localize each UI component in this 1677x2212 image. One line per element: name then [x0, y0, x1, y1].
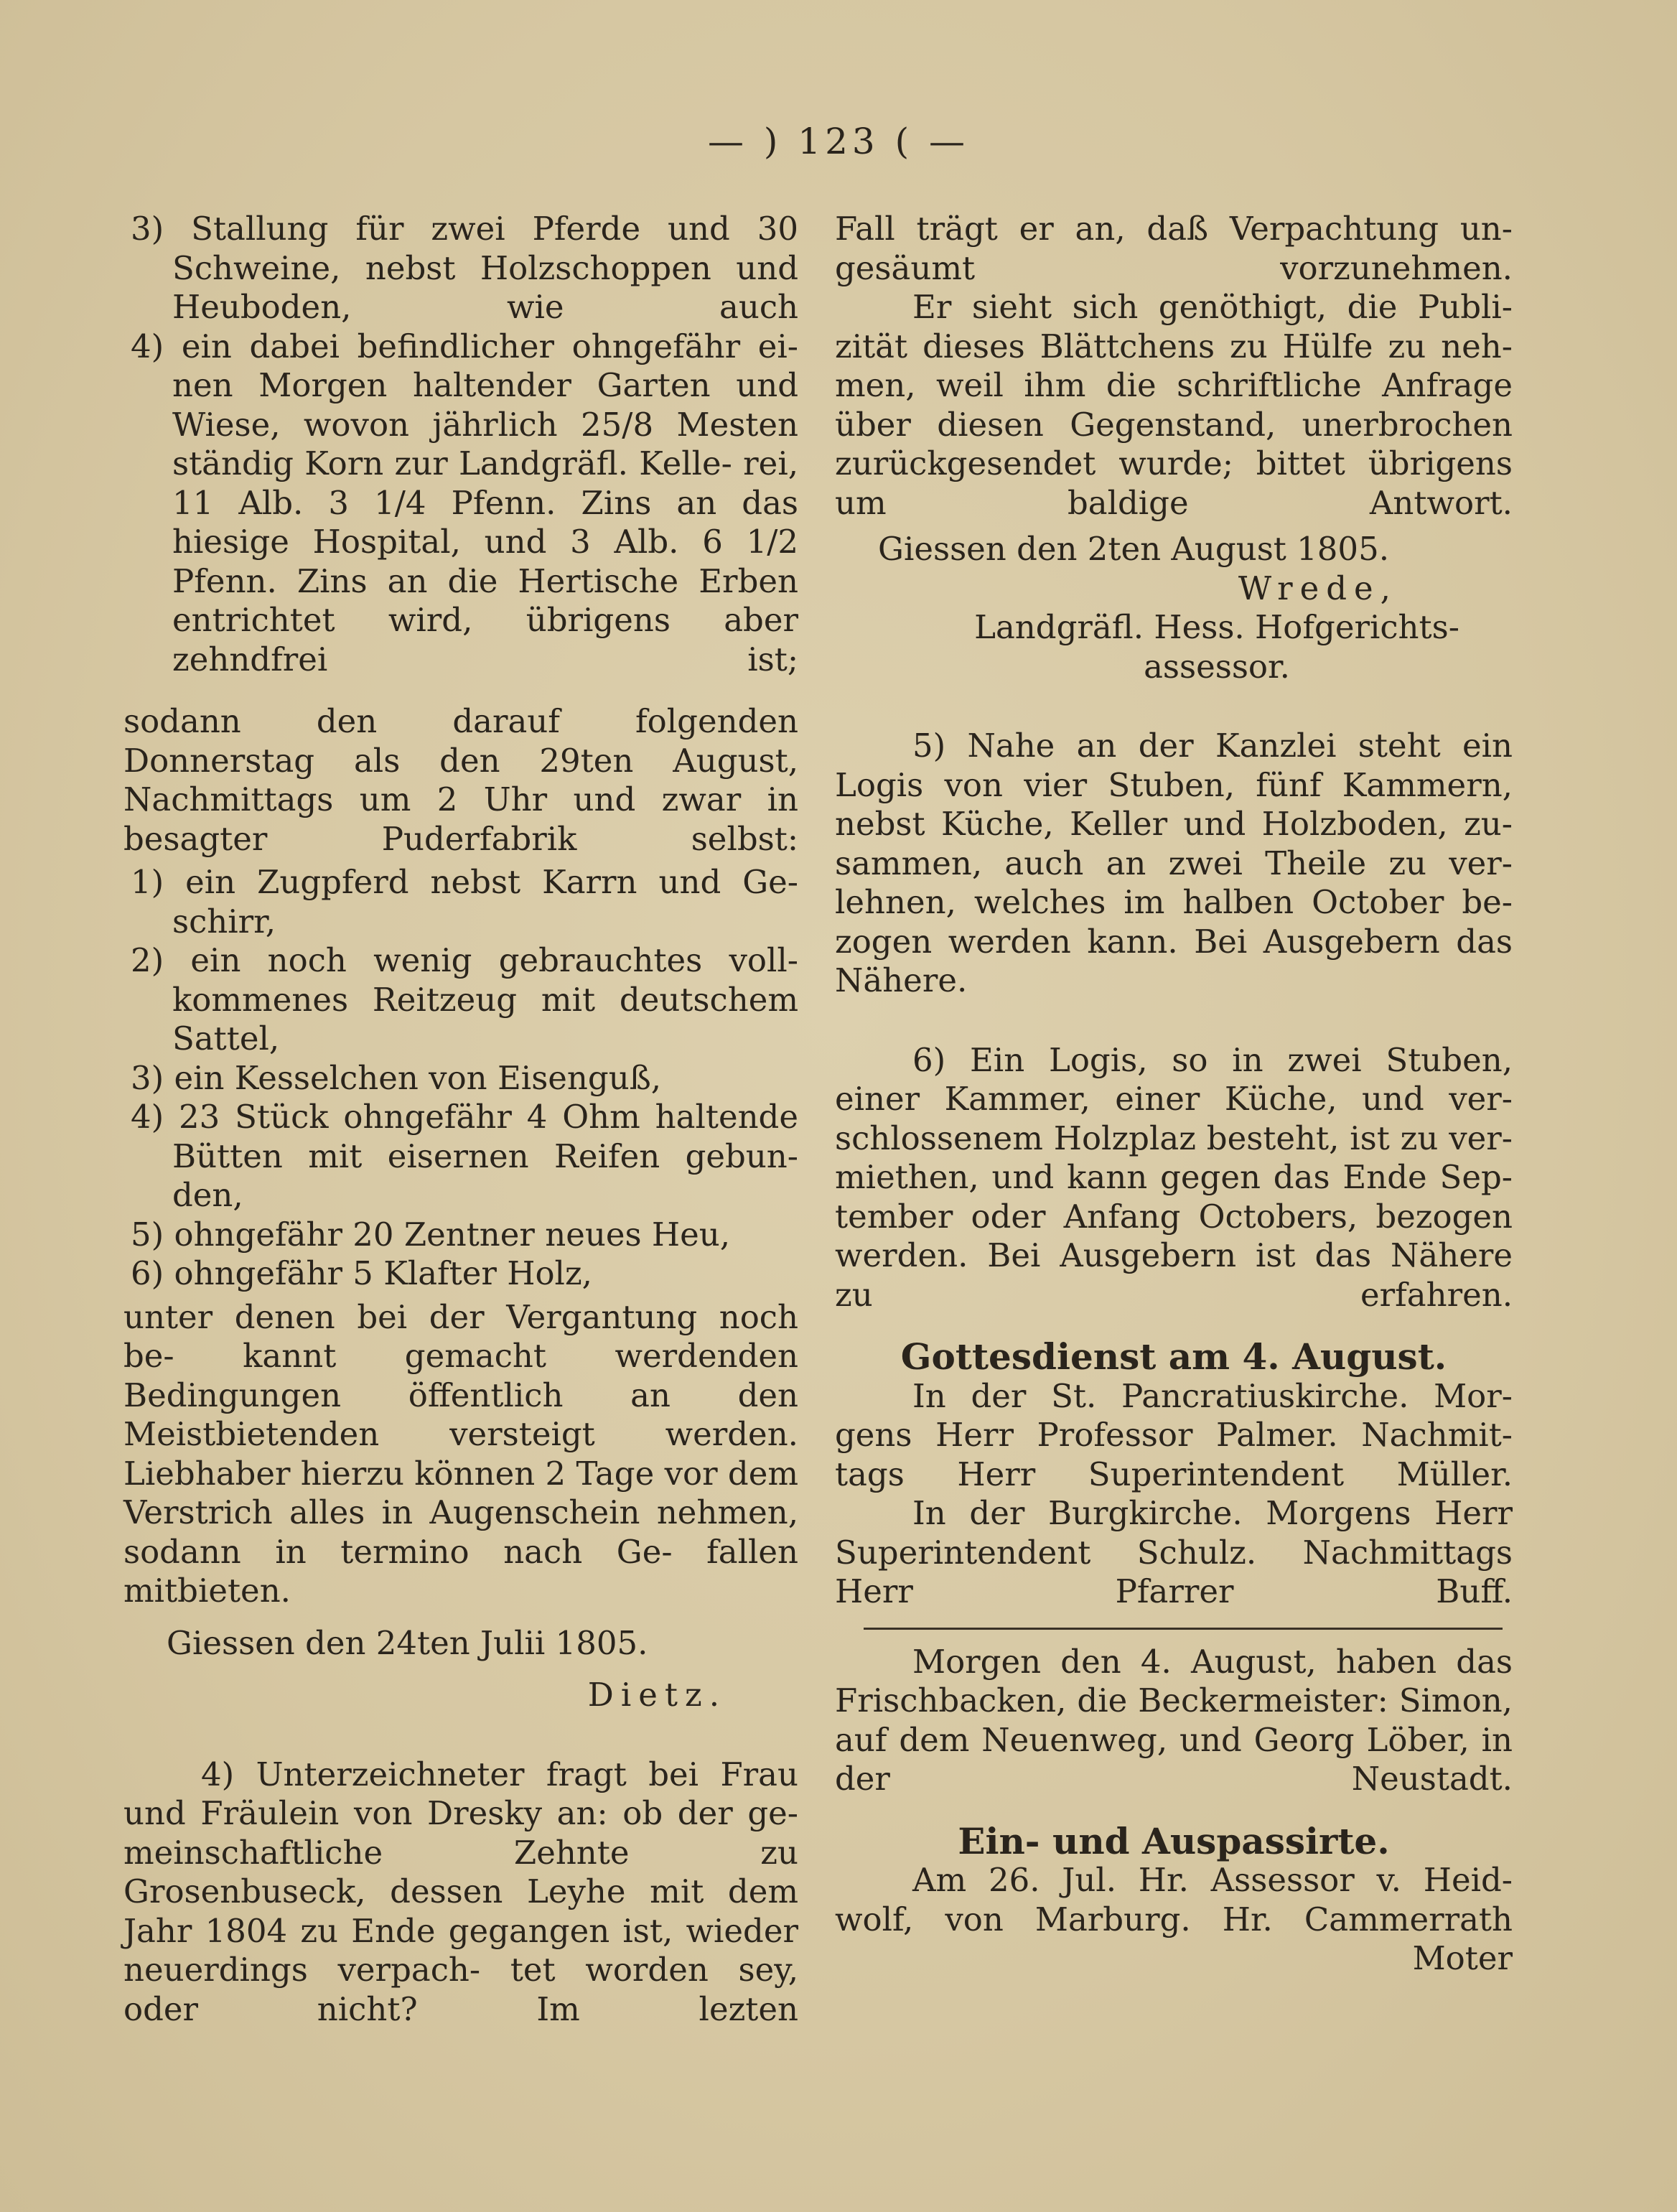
section-heading-gottesdienst: Gottesdienst am 4. August.	[900, 1335, 1447, 1378]
list-item: 4) ein dabei befindlicher ohngefähr ei- nen Morgen haltender Garten und Wiese, wovon jährlich 25/8 Mesten ständig Korn zur Landgräfl. Kelle- rei, 11 Alb. 3 1/4 Pfenn. Zins an das hiesige Hospital, und 3 Alb. 6 1/2 Pfenn. Zins an die Hertische Erben entrichtet wird, übrigens aber zehndfrei ist;	[131, 327, 799, 678]
paragraph-arrivals: Am 26. Jul. Hr. Assessor v. Heid- wolf, von Marburg. Hr. Cammerrath	[835, 1861, 1513, 1938]
paragraph-unter: unter denen bei der Vergantung noch be- kannt gemacht werdenden Bedingungen öffentlich an den Meistbietenden versteigt werden. Liebhaber hierzu können 2 Tage vor dem Verstrich alles in Augenschein nehmen, sodann in termino nach Ge- fallen mitbieten.	[123, 1297, 799, 1610]
paragraph-pancratius: In der St. Pancratiuskirche. Mor- gens Herr Professor Palmer. Nachmit- tags Herr Superintendent Müller.	[835, 1376, 1513, 1493]
section-heading-passirte: Ein- und Auspassirte.	[958, 1819, 1390, 1862]
paragraph-fall: Fall trägt er an, daß Verpachtung un- gesäumt vorzunehmen.	[835, 210, 1513, 287]
list-items-b	[123, 863, 798, 1294]
list-item: 4) 23 Stück ohngefähr 4 Ohm haltende Bütten mit eisernen Reifen gebun- den,	[131, 1098, 798, 1214]
left-column	[123, 210, 798, 2029]
signature-title: Landgräfl. Hess. Hofgerichts- assessor.	[974, 608, 1459, 686]
list-item: 5) ohngefähr 20 Zentner neues Heu,	[131, 1215, 731, 1254]
paragraph-burgkirche: In der Burgkirche. Morgens Herr Superintendent Schulz. Nachmittags Herr Pfarrer Buff.	[835, 1494, 1513, 1610]
signature: Dietz.	[587, 1676, 727, 1714]
list-item: 3) ein Kesselchen von Eisenguß,	[131, 1058, 662, 1097]
page-number: — ) 123 ( —	[707, 121, 970, 162]
paragraph-question: 4) Unterzeichneter fragt bei Frau und Fräulein von Dresky an: ob der ge- meinschaftliche Zehnte zu Grosenbuseck, dessen Leyhe mit dem Jahr 1804 zu Ende gegangen ist, wieder neuerdings verpach- tet worden sey, oder nicht? Im lezten	[123, 1755, 799, 2028]
signature: Wrede,	[1238, 569, 1398, 607]
paragraph-logis-6: 6) Ein Logis, so in zwei Stuben, einer Kammer, einer Küche, und ver- schlossenem Holzplaz besteht, ist zu ver- miethen, und kann gegen das Ende Sep- tember oder Anfang Octobers, bezogen werden. Bei Ausgebern ist das Nähere zu erfahren.	[835, 1040, 1513, 1314]
list-items-a	[123, 210, 798, 679]
date-line: Giessen den 24ten Julii 1805.	[167, 1623, 648, 1662]
list-item: 3) Stallung für zwei Pferde und 30 Schweine, nebst Holzschoppen und Heuboden, wie auch	[131, 210, 798, 326]
list-item: 6) ohngefähr 5 Klafter Holz,	[131, 1254, 592, 1292]
paragraph-sodann: sodann den darauf folgenden Donnerstag als den 29ten August, Nachmittags um 2 Uhr und zwar in besagter Puderfabrik selbst:	[123, 702, 798, 858]
paragraph-frischbacken: Morgen den 4. August, haben das Frischbacken, die Beckermeister: Simon, auf dem Neuenweg, und Georg Löber, in der Neustadt.	[835, 1642, 1513, 1798]
date-line: Giessen den 2ten August 1805.	[878, 530, 1390, 568]
list-item: 2) ein noch wenig gebrauchtes voll- kommenes Reitzeug mit deutschem Sattel,	[131, 941, 798, 1058]
paragraph-er: Er sieht sich genöthigt, die Publi- zität dieses Blättchens zu Hülfe zu neh- men, weil ihm die schriftliche Anfrage über diesen Gegenstand, unerbrochen zurückgesendet wurde; bittet übrigens um baldige Antwort.	[835, 288, 1513, 522]
paragraph-logis-5: 5) Nahe an der Kanzlei steht ein Logis von vier Stuben, fünf Kammern, nebst Küche, Keller und Holzboden, zu- sammen, auch an zwei Theile zu ver- lehnen, welches im halben October be- zogen werden kann. Bei Ausgebern das Nähere.	[835, 727, 1513, 999]
divider-rule	[864, 1628, 1503, 1630]
catchword: Moter	[1412, 1939, 1513, 1977]
right-column	[835, 210, 1513, 1979]
list-item: 1) ein Zugpferd nebst Karrn und Ge- schirr,	[131, 863, 798, 941]
